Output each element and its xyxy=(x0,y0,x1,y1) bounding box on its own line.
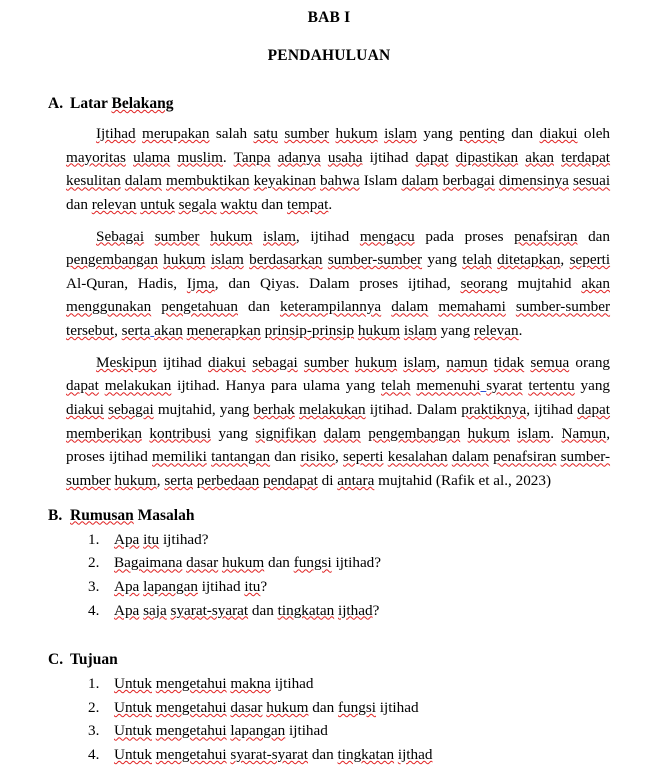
list-number: 4. xyxy=(88,601,100,619)
list-item xyxy=(88,528,658,552)
list-item xyxy=(88,575,658,599)
section-title-b: Rumusan Masalah xyxy=(70,506,195,524)
section-tujuan xyxy=(0,622,658,767)
list-text: Apa saja syarat-syarat dan tingkatan ijthad? xyxy=(114,601,380,619)
list-text: Apa lapangan ijtihad itu? xyxy=(114,577,268,595)
tujuan-list xyxy=(0,669,658,767)
paragraph-1: Ijtihad merupakan salah satu sumber hukum islam yang penting dan diakui oleh mayoritas ulama muslim. Tanpa adanya usaha ijtihad dapat dipastikan akan terdapat kesulitan dalam membuktikan keyakinan bahwa Islam dalam berbagai dimensinya sesuai dan relevan untuk segala waktu dan tempat. xyxy=(66,125,611,213)
list-number: 2. xyxy=(88,554,100,572)
section-letter-b: B. xyxy=(48,506,63,524)
list-item xyxy=(88,599,658,623)
list-number: 2. xyxy=(88,698,100,716)
list-item xyxy=(88,672,658,696)
list-item xyxy=(88,696,658,720)
list-number: 3. xyxy=(88,722,100,740)
list-number: 1. xyxy=(88,675,100,693)
section-heading-b xyxy=(0,493,658,525)
list-text: Apa itu ijtihad? xyxy=(114,530,209,548)
paragraph-2: Sebagai sumber hukum islam, ijtihad mengacu pada proses penafsiran dan pengembangan hukum islam berdasarkan sumber-sumber yang telah ditetapkan, seperti Al-Quran, Hadis, Ijma, dan Qiyas. Dalam proses ijtihad, seorang mujtahid akan menggunakan pengetahuan dan keterampilannya dalam memahami sumber-sumber tersebut, serta akan menerapkan prinsip-prinsip hukum islam yang relevan. xyxy=(66,227,611,340)
section-letter-a: A. xyxy=(48,95,64,112)
section-rumusan-masalah xyxy=(0,493,658,623)
page-title: BAB I xyxy=(307,9,351,26)
section-title-c: Tujuan xyxy=(70,651,118,669)
paragraph-3: Meskipun ijtihad diakui sebagai sumber hukum islam, namun tidak semua orang dapat melakukan ijtihad. Hanya para ulama yang telah memenuhi syarat tertentu yang diakui sebagai mujtahid, yang berhak melakukan ijtihad. Dalam praktiknya, ijtihad dapat memberikan kontribusi yang signifikan dalam pengembangan hukum islam. Namun, proses ijtihad memiliki tantangan dan risiko, seperti kesalahan dalam penafsiran sumber-sumber hukum, serta perbedaan pendapat di antara mujtahid (Rafik et al., 2023) xyxy=(66,353,611,489)
list-number: 3. xyxy=(88,577,100,595)
section-heading-c xyxy=(0,622,658,669)
list-item xyxy=(88,551,658,575)
section-latar-belakang xyxy=(0,65,658,493)
list-item xyxy=(88,719,658,743)
section-title-a: Latar Belakang xyxy=(70,95,174,112)
list-number: 4. xyxy=(88,746,100,764)
page-subtitle: PENDAHULUAN xyxy=(267,47,391,64)
section-heading-a xyxy=(0,65,658,113)
list-text: Untuk mengetahui makna ijtihad xyxy=(114,675,314,693)
list-number: 1. xyxy=(88,530,100,548)
section-letter-c: C. xyxy=(48,651,64,669)
list-text: Untuk mengetahui syarat-syarat dan tingkatan ijthad xyxy=(114,746,433,764)
list-item xyxy=(88,743,658,767)
section-a-body xyxy=(0,113,658,493)
rumusan-masalah-list xyxy=(0,525,658,623)
list-text: Untuk mengetahui dasar hukum dan fungsi ijtihad xyxy=(114,698,419,716)
list-text: Untuk mengetahui lapangan ijtihad xyxy=(114,722,328,740)
list-text: Bagaimana dasar hukum dan fungsi ijtihad? xyxy=(114,554,382,572)
